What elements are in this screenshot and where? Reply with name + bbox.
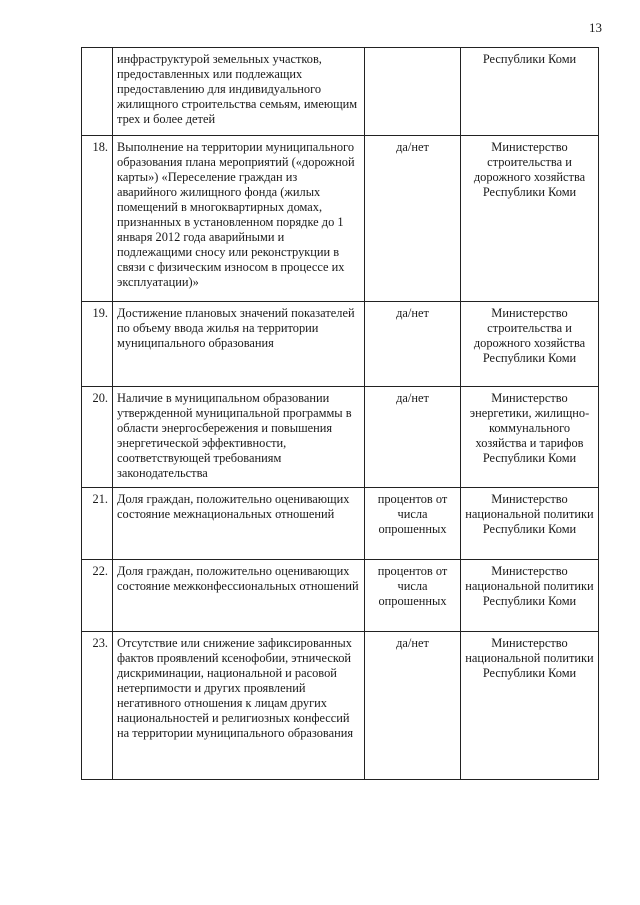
row-number (82, 48, 113, 136)
indicator-cell: Выполнение на территории муниципального образования плана мероприятий («дорожной карты») «Переселение граждан из аварийного жилищного фонда (жилых помещений в многоквартирных домах, признанных в установленном порядке до 1 января 2012 года аварийными и подлежащими сносу или реконструкции в связи с физическим износом в процессе их эксплуатации)» (113, 136, 365, 302)
indicator-cell: Доля граждан, положительно оценивающих состояние межконфессиональных отношений (113, 560, 365, 632)
ministry-cell: Министерство национальной политики Республики Коми (461, 488, 599, 560)
table-row (82, 48, 599, 136)
indicator-cell: инфраструктурой земельных участков, предоставленных или подлежащих предоставлению для индивидуального жилищного строительства семьям, имеющим трех и более детей (113, 48, 365, 136)
table-row (82, 488, 599, 560)
row-number: 23. (82, 632, 113, 780)
unit-cell: процентов от числа опрошенных (365, 560, 461, 632)
unit-cell: да/нет (365, 136, 461, 302)
indicator-cell: Отсутствие или снижение зафиксированных фактов проявлений ксенофобии, этнической дискриминации, национальной и расовой нетерпимости и других проявлений негативного отношения к лицам других национальностей и религиозных конфессий на территории муниципального образования (113, 632, 365, 780)
page-number: 13 (589, 20, 602, 35)
table-row (82, 632, 599, 780)
row-number: 18. (82, 136, 113, 302)
ministry-cell: Министерство национальной политики Республики Коми (461, 560, 599, 632)
unit-cell: да/нет (365, 632, 461, 780)
table-body (82, 48, 599, 780)
ministry-cell: Министерство национальной политики Республики Коми (461, 632, 599, 780)
row-number: 19. (82, 302, 113, 387)
table-row (82, 302, 599, 387)
indicator-cell: Достижение плановых значений показателей по объему ввода жилья на территории муниципального образования (113, 302, 365, 387)
indicator-cell: Доля граждан, положительно оценивающих состояние межнациональных отношений (113, 488, 365, 560)
indicator-cell: Наличие в муниципальном образовании утвержденной муниципальной программы в области энергосбережения и повышения энергетической эффективности, соответствующей требованиям законодательства (113, 387, 365, 488)
unit-cell (365, 48, 461, 136)
ministry-cell: Министерство строительства и дорожного хозяйства Республики Коми (461, 136, 599, 302)
unit-cell: да/нет (365, 387, 461, 488)
indicators-table (81, 47, 599, 780)
table-row (82, 136, 599, 302)
ministry-cell: Республики Коми (461, 48, 599, 136)
ministry-cell: Министерство энергетики, жилищно-коммунального хозяйства и тарифов Республики Коми (461, 387, 599, 488)
row-number: 20. (82, 387, 113, 488)
unit-cell: процентов от числа опрошенных (365, 488, 461, 560)
row-number: 21. (82, 488, 113, 560)
table-row (82, 387, 599, 488)
table-row (82, 560, 599, 632)
unit-cell: да/нет (365, 302, 461, 387)
row-number: 22. (82, 560, 113, 632)
ministry-cell: Министерство строительства и дорожного хозяйства Республики Коми (461, 302, 599, 387)
